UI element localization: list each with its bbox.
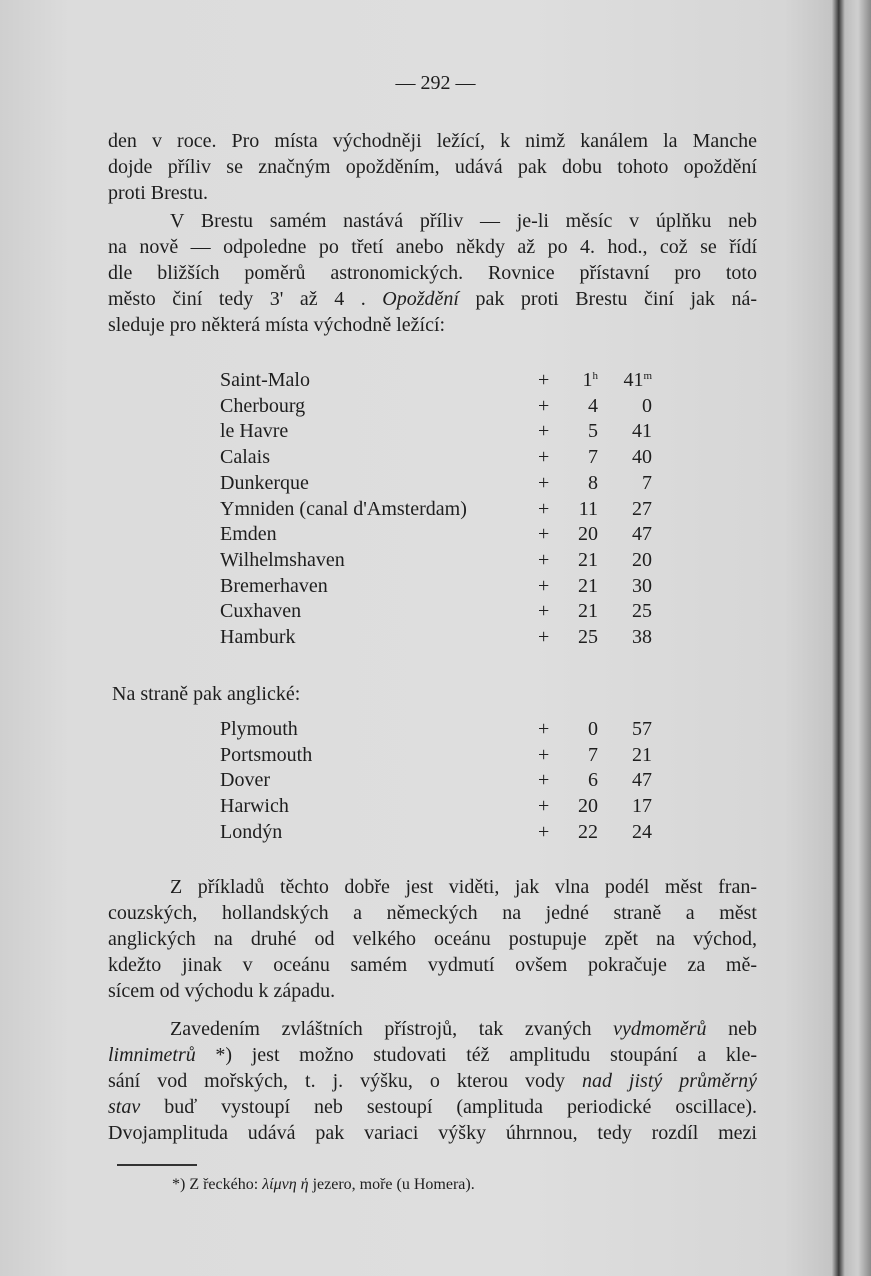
text: *) jest možno studovati též amplitudu stoupání a kle-: [195, 1044, 757, 1066]
table-row: [220, 716, 670, 742]
text: město činí tedy 3' až 4 .: [108, 288, 383, 310]
minutes: 47: [632, 523, 652, 546]
hours: 22: [578, 820, 598, 843]
text: Zavedením zvláštních přístrojů, tak zvaných: [170, 1018, 614, 1040]
sign: +: [538, 369, 550, 391]
text-line: [108, 1042, 757, 1068]
italic-term: nad jistý průměrný: [581, 1070, 757, 1092]
place-name: Londýn: [220, 820, 283, 843]
minutes: 17: [632, 795, 652, 818]
hours: 8: [588, 471, 598, 494]
hours: 20: [578, 523, 598, 546]
table-row: [220, 393, 670, 419]
page-number: — 292 —: [395, 72, 476, 94]
table-row: [220, 624, 670, 650]
table-row: [220, 819, 670, 845]
unit-label: m: [643, 370, 652, 382]
hours: 11: [578, 497, 598, 520]
minutes: 25: [632, 600, 652, 623]
minutes: 27: [632, 497, 652, 520]
place-name: Hamburk: [220, 626, 296, 648]
place-name: Wilhelmshaven: [220, 548, 345, 571]
sign: +: [538, 548, 550, 571]
place-name: Calais: [220, 446, 270, 469]
text-line: sleduje pro některá místa východně ležící:: [108, 314, 446, 336]
table-row: [220, 444, 670, 470]
place-name: Cherbourg: [220, 394, 306, 417]
italic-term: vydmoměrů: [613, 1018, 707, 1040]
table-row: [220, 573, 670, 599]
sign: +: [538, 471, 550, 494]
sign: +: [538, 795, 550, 818]
hours: 21: [578, 574, 598, 597]
hours: 25: [578, 626, 598, 648]
hours: 1$^h$: [582, 369, 598, 391]
text-line: Z příkladů těchto dobře jest viděti, jak vlna podél měst fran-: [170, 876, 757, 898]
minutes: 0: [642, 394, 652, 417]
text-line: [108, 1094, 757, 1120]
table-row: [220, 521, 670, 547]
text-line: dojde příliv se značným opožděním, udává pak dobu tohoto opoždění: [108, 156, 757, 178]
text-line: sícem od východu k západu.: [108, 980, 336, 1002]
sign: +: [538, 743, 550, 766]
minutes: 47: [632, 769, 652, 792]
text-line: [108, 1068, 757, 1094]
hours: 7: [588, 743, 598, 766]
sign: +: [538, 718, 550, 740]
place-name: Bremerhaven: [220, 574, 328, 597]
sign: +: [538, 820, 550, 843]
place-name: Portsmouth: [220, 743, 313, 766]
place-name: Cuxhaven: [220, 600, 302, 623]
table-row: [220, 767, 670, 793]
hours: 4: [588, 394, 598, 417]
footnote-rule: [117, 1164, 197, 1166]
text-line: den v roce. Pro místa východněji ležící, k nimž kanálem la Manche: [108, 130, 757, 152]
italic-term: Opoždění: [382, 288, 459, 310]
table-row: [220, 742, 670, 768]
text-line: V Brestu samém nastává příliv — je-li měsíc v úplňku neb: [170, 210, 757, 232]
sign: +: [538, 420, 550, 443]
table-row: [220, 418, 670, 444]
table-row: [220, 496, 670, 522]
place-name: Ymniden (canal d'Amsterdam): [220, 497, 467, 520]
hours: 6: [588, 769, 598, 792]
table-row: [220, 547, 670, 573]
text-line: couzských, hollandských a německých na jedné straně a měst: [108, 902, 757, 924]
text-line: [108, 286, 757, 312]
table-row: [220, 470, 670, 496]
sign: +: [538, 626, 550, 648]
text: buď vystoupí neb sestoupí (amplituda periodické oscillace).: [140, 1096, 757, 1118]
text: *) Z řeckého:: [172, 1176, 263, 1193]
hours: 0: [588, 718, 598, 740]
text-line: anglických na druhé od velkého oceánu postupuje zpět na východ,: [108, 928, 757, 950]
text-line: Dvojamplituda udává pak variaci výšky úhrnnou, tedy rozdíl mezi: [108, 1122, 757, 1144]
minutes: 38: [632, 626, 652, 648]
greek-term: λίμνη ἡ: [262, 1176, 309, 1193]
text-line: [170, 1016, 757, 1042]
hours: 21: [578, 548, 598, 571]
table-row: [220, 367, 670, 393]
minutes: 57: [632, 718, 652, 740]
table-row: [220, 598, 670, 624]
hours: 7: [588, 446, 598, 469]
text: sání vod mořských, t. j. výšku, o kterou vody: [108, 1070, 582, 1092]
sign: +: [538, 446, 550, 469]
text: jezero, moře (u Homera).: [308, 1176, 475, 1193]
english-heading: Na straně pak anglické:: [112, 683, 301, 705]
sign: +: [538, 523, 550, 546]
place-name: Dunkerque: [220, 471, 309, 494]
place-name: Saint-Malo: [220, 369, 310, 391]
text: pak proti Brestu činí jak ná-: [458, 288, 757, 310]
place-name: Dover: [220, 769, 270, 792]
text-line: dle bližších poměrů astronomických. Rovnice přístavní pro toto: [108, 262, 757, 284]
italic-term: limnimetrů: [108, 1044, 196, 1066]
footnote: [172, 1176, 475, 1194]
sign: +: [538, 574, 550, 597]
place-name: le Havre: [220, 420, 289, 443]
text-line: na nově — odpoledne po třetí anebo někdy až po 4. hod., což se řídí: [108, 236, 757, 258]
minutes: 7: [642, 471, 652, 494]
sign: +: [538, 600, 550, 623]
minutes: 21: [632, 743, 652, 766]
table-row: [220, 793, 670, 819]
text-line: kdežto jinak v oceánu samém vydmutí ovšem pokračuje za mě-: [108, 954, 757, 976]
sign: +: [538, 769, 550, 792]
minutes: 30: [632, 574, 652, 597]
hours: 21: [578, 600, 598, 623]
minutes: 20: [632, 548, 652, 571]
sign: +: [538, 394, 550, 417]
minutes: 41: [632, 420, 652, 443]
hours: 5: [588, 420, 598, 443]
place-name: Plymouth: [220, 718, 298, 740]
unit-label: h: [592, 370, 598, 382]
hours: 20: [578, 795, 598, 818]
text: neb: [706, 1018, 757, 1040]
text-line: proti Brestu.: [108, 182, 208, 204]
place-name: Harwich: [220, 795, 289, 818]
minutes: 41$^m$: [623, 369, 652, 391]
italic-term: stav: [108, 1096, 141, 1118]
place-name: Emden: [220, 523, 277, 546]
minutes: 40: [632, 446, 652, 469]
sign: +: [538, 497, 550, 520]
minutes: 24: [632, 820, 652, 843]
